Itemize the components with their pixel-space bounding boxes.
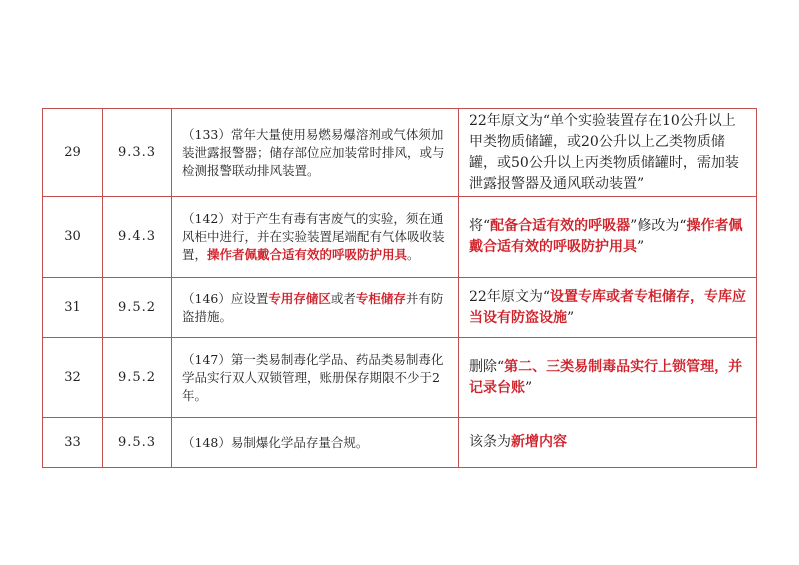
section-number: 9.5.3 — [103, 418, 172, 468]
change-note — [459, 338, 757, 418]
row-number: 32 — [43, 338, 103, 418]
text-segment: （133）常年大量使用易燃易爆溶剂或气体须加装泄露报警器；储存部位应加装常时排风，或与检测报警联动排风装置。 — [182, 126, 445, 178]
requirement-text — [172, 278, 459, 338]
table-row — [43, 109, 757, 197]
section-number: 9.3.3 — [103, 109, 172, 197]
text-segment: ” — [567, 309, 575, 326]
text-segment: 该条为 — [469, 434, 511, 450]
change-note — [459, 278, 757, 338]
section-number: 9.5.2 — [103, 338, 172, 418]
row-number: 31 — [43, 278, 103, 338]
change-note — [459, 418, 757, 468]
highlighted-text: 操作者佩戴合适有效的呼吸防护用具 — [469, 218, 743, 255]
requirement-text — [172, 197, 459, 278]
table-row — [43, 338, 757, 418]
text-segment: （148）易制爆化学品存量合规。 — [182, 434, 369, 450]
row-number: 33 — [43, 418, 103, 468]
change-note — [459, 109, 757, 197]
text-segment: （147）第一类易制毒化学品、药品类易制毒化学品实行双人双锁管理，账册保存期限不少于2年。 — [182, 351, 444, 403]
highlighted-text: 专用存储区 — [268, 290, 331, 306]
text-segment: ” — [637, 239, 645, 255]
text-segment: ” — [525, 379, 533, 396]
highlighted-text: 设置专库或者专柜储存，专库应当设有防盗设施 — [469, 288, 746, 326]
row-number: 30 — [43, 197, 103, 278]
table-row — [43, 197, 757, 278]
text-segment: （142）对于产生有毒有害废气的实验，须在通风柜中进行，并在实验装置尾端配有气体吸收装置， — [182, 211, 445, 262]
change-note — [459, 197, 757, 278]
section-number: 9.5.2 — [103, 278, 172, 338]
text-segment: 或者 — [330, 290, 356, 306]
table-body — [43, 109, 757, 468]
text-segment: ”修改为“ — [630, 218, 687, 234]
requirement-text — [172, 338, 459, 418]
text-segment: 删除“ — [469, 358, 505, 375]
text-segment: 。 — [407, 247, 420, 262]
requirement-text — [172, 418, 459, 468]
highlighted-text: 配备合适有效的呼吸器 — [490, 218, 631, 234]
text-segment: 22年原文为“单个实验装置存在10公升以上甲类物质储罐，或20公升以上乙类物质储罐，或50公升以上丙类物质储罐时，需加装泄露报警器及通风联动装置” — [469, 112, 739, 192]
row-number: 29 — [43, 109, 103, 197]
highlighted-text: 第二、三类易制毒品实行上锁管理，并记录台账 — [469, 358, 743, 396]
regulation-comparison-table — [42, 108, 757, 468]
table-row — [43, 418, 757, 468]
text-segment: （146）应设置 — [182, 290, 269, 306]
requirement-text — [172, 109, 459, 197]
section-number: 9.4.3 — [103, 197, 172, 278]
text-segment: 22年原文为“ — [469, 288, 550, 305]
highlighted-text: 专柜储存 — [355, 290, 406, 306]
table-row — [43, 278, 757, 338]
text-segment: 将“ — [469, 218, 491, 234]
highlighted-text: 操作者佩戴合适有效的呼吸防护用具 — [207, 247, 408, 262]
highlighted-text: 新增内容 — [511, 434, 567, 450]
text-segment: 并有防盗措施。 — [182, 290, 444, 324]
